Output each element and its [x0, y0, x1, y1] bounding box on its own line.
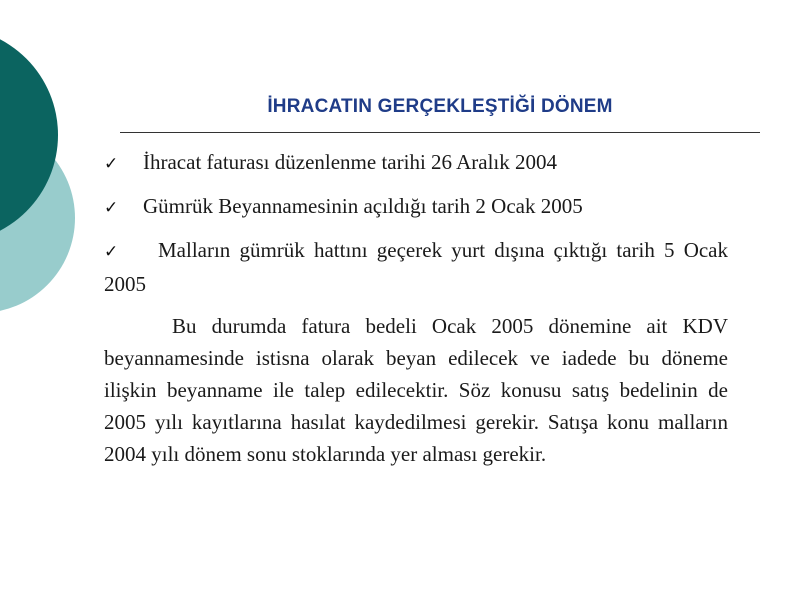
slide-title: İHRACATIN GERÇEKLEŞTİĞİ DÖNEM	[267, 96, 613, 117]
explanation-paragraph: Bu durumda fatura bedeli Ocak 2005 dönemine ait KDV beyannamesinde istisna olarak beyan edilecek ve iadede bu döneme ilişkin beyanname ile talep edilecektir. Söz konusu satış bedelinin de 2005 yılı kayıtlarına hasılat kaydedilmesi gerekir. Satışa konu malların 2004 yılı dönem sonu stoklarında yer alması gerekir.	[104, 314, 728, 466]
title-divider	[120, 132, 760, 133]
bullet-text: Malların gümrük hattını geçerek yurt dışına çıktığı tarih 5 Ocak 2005	[104, 238, 728, 296]
checkmark-icon: ✓	[104, 198, 119, 218]
bullet-item	[104, 234, 728, 300]
checkmark-icon: ✓	[104, 154, 119, 174]
checkmark-icon: ✓	[104, 242, 119, 262]
bullet-item	[104, 190, 728, 224]
bullet-item	[104, 146, 728, 180]
slide-content	[104, 146, 728, 470]
bullet-text: İhracat faturası düzenlenme tarihi 26 Aralık 2004	[143, 150, 558, 174]
decorative-circles	[0, 0, 120, 340]
bullet-text: Gümrük Beyannamesinin açıldığı tarih 2 Ocak 2005	[143, 194, 583, 218]
